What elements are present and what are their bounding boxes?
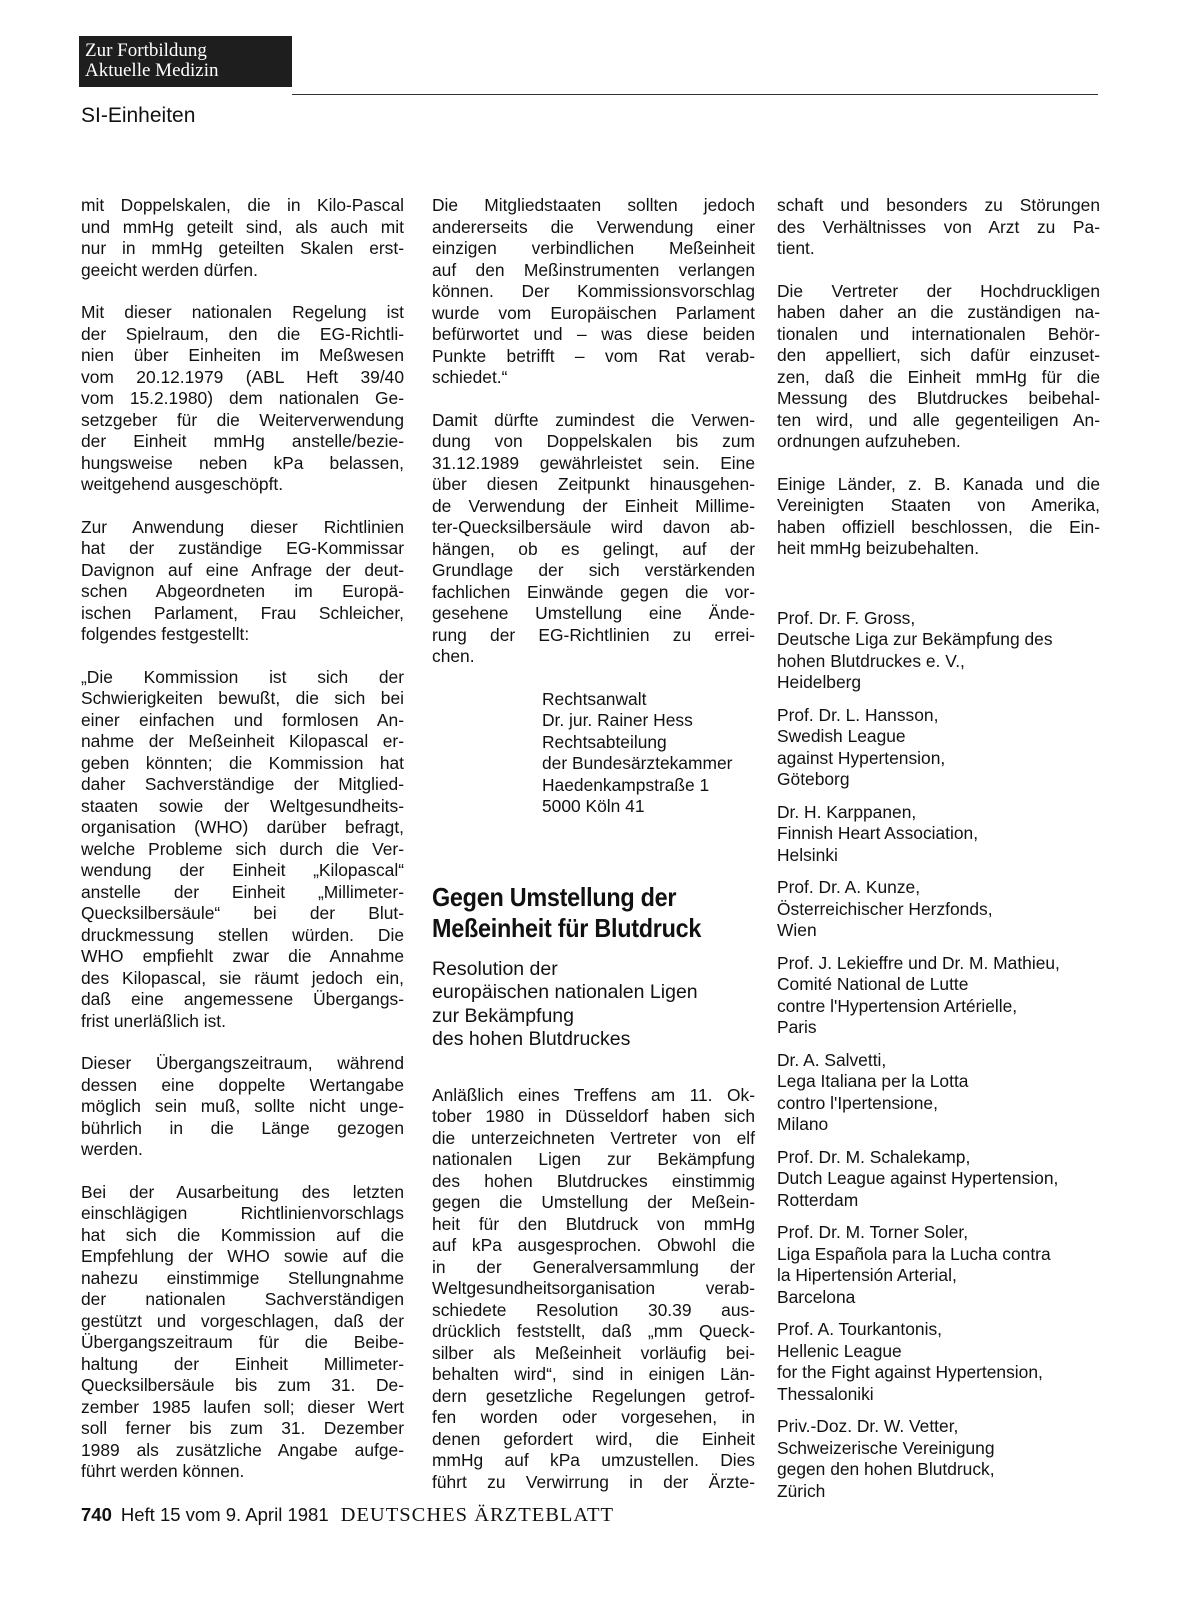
text-line: Lega Italiana per la Lotta	[777, 1071, 969, 1091]
text-line: der Einheit mmHg anstelle/bezie-	[81, 431, 404, 451]
paragraph	[81, 667, 404, 1033]
text-line: Dr. H. Karppanen,	[777, 801, 917, 822]
paragraph	[81, 517, 404, 646]
text-line: ordnungen aufzuheben.	[777, 431, 961, 451]
text-line: heit mmHg beizubehalten.	[777, 538, 980, 558]
text-line: Bei der Ausarbeitung des letzten	[81, 1181, 404, 1202]
text-line: der Bundesärztekammer	[542, 753, 733, 773]
text-line: Helsinki	[777, 844, 838, 865]
text-line: Wien	[777, 920, 817, 940]
text-line: Dr. jur. Rainer Hess	[542, 710, 693, 730]
text-line: soll ferner bis zum 31. Dezember	[81, 1418, 404, 1438]
text-line: Milano	[777, 1114, 829, 1134]
text-line: Dr. A. Salvetti,	[777, 1049, 887, 1070]
text-line: silber als Meßeinheit vorläufig bei-	[432, 1342, 755, 1363]
paragraph	[777, 474, 1100, 560]
text-line: Göteborg	[777, 769, 850, 789]
text-line: Prof. Dr. L. Hansson,	[777, 704, 939, 725]
text-line: zember 1985 laufen soll; dieser Wert	[81, 1396, 404, 1417]
text-line: schiedet.“	[432, 367, 508, 387]
text-line: die unterzeichneten Vertreter von elf	[432, 1127, 755, 1148]
section-label-line: Zur Fortbildung	[85, 40, 207, 61]
text-line: 1989 als zusätzliche Angabe aufge-	[81, 1439, 404, 1460]
text-line: führt werden können.	[81, 1461, 245, 1481]
text-line: Anläßlich eines Treffens am 11. Ok-	[432, 1084, 755, 1105]
text-line: Schweizerische Vereinigung	[777, 1437, 995, 1458]
text-line: Thessaloniki	[777, 1383, 874, 1404]
text-line: dern gesetzliche Regelungen getrof-	[432, 1385, 755, 1406]
text-line: gegen die Umstellung der Meßein-	[432, 1192, 755, 1212]
text-line: Finnish Heart Association,	[777, 823, 979, 843]
text-line: Prof. Dr. F. Gross,	[777, 607, 916, 628]
text-line: organisation (WHO) darüber befragt,	[81, 817, 404, 837]
text-line: tionalen und internationalen Behör-	[777, 323, 1100, 344]
text-line: Rotterdam	[777, 1189, 859, 1210]
text-line: frist unerläßlich ist.	[81, 1010, 226, 1031]
text-line: ischen Parlament, Frau Schleicher,	[81, 602, 404, 623]
text-line: haltung der Einheit Millimeter-	[81, 1353, 404, 1374]
text-line: 5000 Köln 41	[542, 796, 645, 816]
text-line: Zürich	[777, 1480, 826, 1501]
text-line: Übergangszeitraum für die Beibe-	[81, 1332, 404, 1352]
text-line: Mit dieser nationalen Regelung ist	[81, 302, 404, 322]
text-line: ter-Quecksilbersäule wird davon ab-	[432, 517, 755, 537]
topic-title: SI-Einheiten	[81, 104, 196, 127]
text-line: und mmHg geteilt sind, als auch mit	[81, 216, 404, 237]
text-line: staaten sowie der Weltgesundheits-	[81, 795, 404, 816]
text-line: wendung der Einheit „Kilopascal“	[81, 860, 404, 880]
text-line: behalten wird“, sind in einigen Län-	[432, 1364, 755, 1384]
text-line: drücklich feststellt, daß „mm Queck-	[432, 1321, 755, 1341]
text-line: Rechtsabteilung	[542, 731, 667, 752]
text-line: geben könnten; die Kommission hat	[81, 752, 404, 773]
text-line: welche Probleme sich durch die Ver-	[81, 838, 404, 859]
text-line: gestützt und vorgeschlagen, daß der	[81, 1310, 404, 1331]
paragraph	[432, 195, 755, 389]
text-line: Swedish League	[777, 726, 906, 746]
text-line: über diesen Zeitpunkt hinausgehen-	[432, 474, 755, 494]
text-line: „Die Kommission ist sich der	[81, 666, 404, 687]
text-line: Resolution der	[432, 957, 558, 980]
author-signature	[542, 689, 755, 818]
paragraph	[81, 195, 404, 281]
signatory	[777, 953, 1100, 1039]
signatory	[777, 608, 1100, 694]
paragraph	[81, 302, 404, 496]
text-line: de Verwendung der Einheit Millime-	[432, 495, 755, 516]
article-subheadline	[432, 958, 755, 1052]
text-line: rung der EG-Richtlinien zu errei-	[432, 624, 755, 645]
text-line: Einige Länder, z. B. Kanada und die	[777, 473, 1100, 494]
paragraph	[777, 281, 1100, 453]
text-line: Die Mitgliedstaaten sollten jedoch	[432, 195, 755, 215]
text-line: werden.	[81, 1139, 143, 1159]
text-line: des hohen Blutdruckes	[432, 1028, 631, 1050]
text-line: haben offiziell beschlossen, die Ein-	[777, 516, 1100, 537]
page-footer	[81, 1503, 614, 1527]
text-line: anstelle der Einheit „Millimeter-	[81, 881, 404, 902]
text-line: Messung des Blutdruckes beibehal-	[777, 388, 1100, 408]
text-line: Vereinigten Staaten von Amerika,	[777, 495, 1100, 515]
text-line: Heidelberg	[777, 672, 862, 692]
text-line: fen worden oder vorgesehen, in	[432, 1407, 755, 1427]
text-line: europäischen nationalen Ligen	[432, 981, 698, 1003]
issue-info: Heft 15 vom 9. April 1981	[120, 1504, 329, 1525]
text-line: befürwortet und – was diese beiden	[432, 324, 755, 344]
text-line: Punkte betrifft – vom Rat verab-	[432, 345, 755, 366]
text-line: hat der zuständige EG-Kommissar	[81, 538, 404, 558]
text-line: contro l'Ipertensione,	[777, 1092, 938, 1113]
paragraph	[777, 195, 1100, 260]
text-line: können. Der Kommissionsvorschlag	[432, 281, 755, 301]
paragraph	[81, 1053, 404, 1161]
text-line: daher Sachverständige der Mitglied-	[81, 774, 404, 794]
text-line: Rechtsanwalt	[542, 688, 647, 709]
text-line: nahezu einstimmige Stellungnahme	[81, 1267, 404, 1288]
signatory	[777, 1319, 1100, 1405]
text-line: chen.	[432, 646, 475, 666]
section-label-box	[79, 36, 292, 87]
section-label-line: Aktuelle Medizin	[85, 60, 219, 81]
text-line: Schwierigkeiten bewußt, die sich bei	[81, 688, 404, 708]
text-line: des hohen Blutdruckes einstimmig	[432, 1170, 755, 1191]
signatory-list	[777, 608, 1100, 1503]
text-line: des Kilopascal, sie räumt jedoch ein,	[81, 967, 404, 988]
text-line: einzigen verbindlichen Meßeinheit	[432, 238, 755, 258]
signatory	[777, 1222, 1100, 1308]
text-line: Prof. Dr. M. Torner Soler,	[777, 1222, 969, 1242]
text-line: vom 20.12.1979 (ABL Heft 39/40	[81, 366, 404, 387]
text-line: hat sich die Kommission auf die	[81, 1224, 404, 1245]
text-line: Hellenic League	[777, 1340, 902, 1361]
signatory	[777, 1147, 1100, 1212]
text-line: auf den Meßinstrumenten verlangen	[432, 259, 755, 280]
text-line: for the Fight against Hypertension,	[777, 1362, 1043, 1382]
text-line: 31.12.1989 gewährleistet sein. Eine	[432, 452, 755, 473]
text-line: tober 1980 in Düsseldorf haben sich	[432, 1106, 755, 1126]
header-rule	[292, 94, 1098, 95]
text-line: Comité National de Lutte	[777, 974, 969, 994]
text-line: zur Bekämpfung	[432, 1004, 574, 1027]
text-line: einer einfachen und formlosen An-	[81, 709, 404, 730]
text-line: hungsweise neben kPa belassen,	[81, 452, 404, 473]
page-number: 740	[81, 1504, 112, 1525]
text-line: contre l'Hypertension Artérielle,	[777, 995, 1018, 1016]
text-line: hohen Blutdruckes e. V.,	[777, 650, 965, 671]
text-line: daß eine angemessene Übergangs-	[81, 989, 404, 1009]
text-line: schiedete Resolution 30.39 aus-	[432, 1299, 755, 1320]
text-line: gegen den hohen Blutdruck,	[777, 1459, 995, 1479]
text-line: andererseits die Verwendung einer	[432, 216, 755, 237]
text-line: vom 15.2.1980) dem nationalen Ge-	[81, 388, 404, 408]
text-line: nahme der Meßeinheit Kilopascal er-	[81, 731, 404, 751]
text-line: fachlichen Einwände gegen die vor-	[432, 581, 755, 602]
text-line: ten wird, und alle gegenteiligen An-	[777, 409, 1100, 430]
text-line: dessen eine doppelte Wertangabe	[81, 1074, 404, 1095]
text-line: tient.	[777, 238, 815, 258]
text-line: zen, daß die Einheit mmHg für die	[777, 366, 1100, 387]
text-line: in der Generalversammlung der	[432, 1256, 755, 1277]
text-line: setzgeber für die Weiterverwendung	[81, 409, 404, 430]
text-line: nur in mmHg geteilten Skalen erst-	[81, 238, 404, 258]
text-line: den appelliert, sich dafür einzuset-	[777, 345, 1100, 365]
text-line: geeicht werden dürfen.	[81, 259, 258, 280]
text-line: la Hipertensión Arterial,	[777, 1265, 957, 1285]
text-line: mit Doppelskalen, die in Kilo-Pascal	[81, 195, 404, 215]
text-line: Prof. J. Lekieffre und Dr. M. Mathieu,	[777, 952, 1060, 973]
text-line: Damit dürfte zumindest die Verwen-	[432, 409, 755, 430]
text-line: Zur Anwendung dieser Richtlinien	[81, 516, 404, 537]
text-line: schen Abgeordneten im Europä-	[81, 581, 404, 601]
text-line: Dutch League against Hypertension,	[777, 1168, 1059, 1188]
text-line: möglich sein muß, sollte nicht unge-	[81, 1096, 404, 1116]
signatory	[777, 877, 1100, 942]
text-line: Weltgesundheitsorganisation verab-	[432, 1278, 755, 1298]
text-line: Prof. A. Tourkantonis,	[777, 1319, 942, 1339]
text-line: auf kPa ausgesprochen. Obwohl die	[432, 1235, 755, 1255]
signatory	[777, 802, 1100, 867]
text-line: wurde vom Europäischen Parlament	[432, 302, 755, 323]
column-2	[432, 195, 755, 1493]
signatory	[777, 1416, 1100, 1502]
text-line: nationalen Ligen zur Bekämpfung	[432, 1149, 755, 1169]
text-line: hängen, ob es gelingt, auf der	[432, 538, 755, 559]
text-line: des Verhältnisses von Arzt zu Pa-	[777, 216, 1100, 237]
text-line: Grundlage der sich verstärkenden	[432, 560, 755, 580]
text-line: WHO empfiehlt zwar die Annahme	[81, 946, 404, 966]
text-line: Die Vertreter der Hochdruckligen	[777, 280, 1100, 301]
paragraph	[81, 1182, 404, 1483]
signatory	[777, 1050, 1100, 1136]
text-line: Österreichischer Herzfonds,	[777, 898, 993, 919]
text-line: Prof. Dr. A. Kunze,	[777, 877, 921, 897]
article-headline	[432, 882, 723, 944]
text-line: druckmessung stellen würden. Die	[81, 924, 404, 945]
article-body	[432, 1085, 755, 1494]
text-line: Quecksilbersäule“ bei der Blut-	[81, 903, 404, 923]
column-1	[81, 195, 404, 1504]
text-line: nien über Einheiten im Meßwesen	[81, 345, 404, 365]
text-line: einschlägigen Richtlinienvorschlags	[81, 1203, 404, 1223]
text-line: bührlich in die Länge gezogen	[81, 1117, 404, 1138]
text-line: mmHg auf kPa umzustellen. Dies	[432, 1450, 755, 1470]
paragraph	[432, 410, 755, 668]
text-line: Liga Española para la Lucha contra	[777, 1243, 1051, 1264]
text-line: weitgehend ausgeschöpft.	[81, 474, 284, 494]
text-line: der nationalen Sachverständigen	[81, 1289, 404, 1309]
text-line: Deutsche Liga zur Bekämpfung des	[777, 629, 1053, 649]
text-line: heit für den Blutdruck von mmHg	[432, 1213, 755, 1234]
text-line: Davignon auf eine Anfrage der deut-	[81, 559, 404, 580]
text-line: Empfehlung der WHO sowie auf die	[81, 1246, 404, 1266]
text-line: Priv.-Doz. Dr. W. Vetter,	[777, 1416, 959, 1436]
signatory	[777, 705, 1100, 791]
text-line: gesehene Umstellung eine Ände-	[432, 603, 755, 623]
text-line: Prof. Dr. M. Schalekamp,	[777, 1146, 971, 1167]
column-3	[777, 195, 1100, 1513]
text-line: haben daher an die zuständigen na-	[777, 302, 1100, 322]
text-line: denen gefordert wird, die Einheit	[432, 1428, 755, 1449]
text-line: Paris	[777, 1017, 817, 1037]
journal-name: DEUTSCHES ÄRZTEBLATT	[340, 1504, 615, 1526]
text-line: against Hypertension,	[777, 747, 946, 768]
text-line: Haedenkampstraße 1	[542, 774, 710, 795]
text-line: dung von Doppelskalen bis zum	[432, 431, 755, 451]
text-line: der Spielraum, den die EG-Richtli-	[81, 323, 404, 344]
text-line: Barcelona	[777, 1286, 856, 1307]
text-line: Meßeinheit für Blutdruck	[432, 912, 702, 943]
text-line: Dieser Übergangszeitraum, während	[81, 1053, 404, 1073]
text-line: Quecksilbersäule bis zum 31. De-	[81, 1375, 404, 1395]
text-line: Gegen Umstellung der	[432, 881, 677, 912]
text-line: schaft und besonders zu Störungen	[777, 195, 1100, 215]
text-line: führt zu Verwirrung in der Ärzte-	[432, 1471, 755, 1492]
text-line: folgendes festgestellt:	[81, 624, 250, 644]
